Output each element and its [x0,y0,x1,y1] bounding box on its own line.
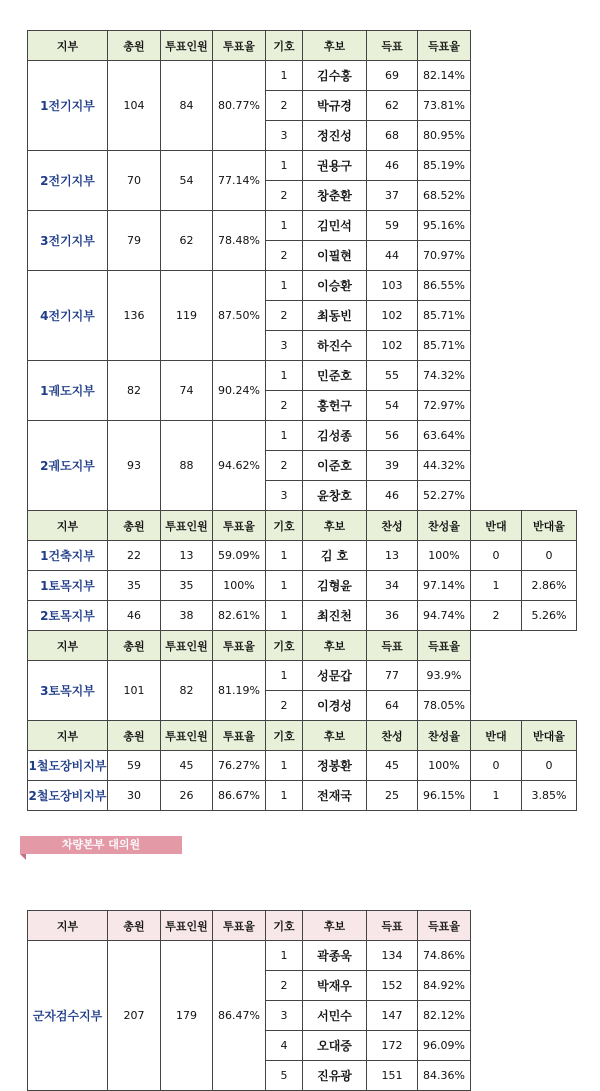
empty-cell [522,61,577,91]
voter-count: 82 [161,661,213,721]
candidate-number: 1 [266,421,303,451]
candidate-number: 3 [266,1001,303,1031]
empty-cell [522,301,577,331]
empty-cell [471,661,522,691]
voter-count: 38 [161,601,213,631]
empty-cell [471,271,522,301]
oppose-rate: 0 [522,541,577,571]
candidate-name: 김형윤 [303,571,367,601]
header-candidate: 후보 [303,721,367,751]
oppose-count: 2 [471,601,522,631]
vote-count: 54 [367,391,418,421]
vote-rate: 68.52% [418,181,471,211]
candidate-number: 1 [266,361,303,391]
candidate-name: 김민석 [303,211,367,241]
voter-count: 54 [161,151,213,211]
empty-cell [522,331,577,361]
vote-count: 172 [367,1031,418,1061]
header-branch: 지부 [28,721,108,751]
turnout-rate: 87.50% [213,271,266,361]
empty-cell [522,451,577,481]
total-members: 136 [108,271,161,361]
empty-cell [522,211,577,241]
voter-count: 35 [161,571,213,601]
header-candidate: 후보 [303,631,367,661]
voter-count: 45 [161,751,213,781]
candidate-name: 곽종욱 [303,941,367,971]
header-approve_rate: 찬성율 [418,721,471,751]
voter-count: 179 [161,941,213,1091]
turnout-rate: 82.61% [213,601,266,631]
branch-name: 1건축지부 [28,541,108,571]
candidate-number: 2 [266,391,303,421]
empty-cell [522,181,577,211]
header-branch: 지부 [28,511,108,541]
turnout-rate: 78.48% [213,211,266,271]
header-num: 기호 [266,631,303,661]
header-turnout: 투표율 [213,631,266,661]
header-row [28,631,577,661]
candidate-number: 2 [266,301,303,331]
empty-cell [471,451,522,481]
table-row [28,211,577,241]
vote-rate: 82.14% [418,61,471,91]
candidate-name: 최동빈 [303,301,367,331]
empty-cell [471,211,522,241]
empty-cell [522,31,577,61]
candidate-number: 2 [266,691,303,721]
candidate-number: 1 [266,541,303,571]
header-turnout: 투표율 [213,721,266,751]
candidate-name: 최진천 [303,601,367,631]
vote-count: 103 [367,271,418,301]
candidate-name: 창춘환 [303,181,367,211]
approve-count: 36 [367,601,418,631]
vote-rate: 84.36% [418,1061,471,1091]
table-row [28,421,577,451]
empty-cell [471,631,522,661]
branch-name: 1궤도지부 [28,361,108,421]
candidate-number: 2 [266,241,303,271]
header-voters: 투표인원 [161,631,213,661]
candidate-number: 1 [266,661,303,691]
empty-cell [471,61,522,91]
candidate-name: 박재우 [303,971,367,1001]
candidate-name: 홍헌구 [303,391,367,421]
table-row [28,781,577,811]
vote-count: 55 [367,361,418,391]
candidate-name: 전재국 [303,781,367,811]
candidate-number: 1 [266,61,303,91]
header-num: 기호 [266,31,303,61]
vote-rate: 85.71% [418,331,471,361]
branch-name: 1철도장비지부 [28,751,108,781]
vote-count: 102 [367,331,418,361]
candidate-name: 하진수 [303,331,367,361]
oppose-rate: 0 [522,751,577,781]
candidate-number: 2 [266,971,303,1001]
candidate-name: 이경성 [303,691,367,721]
vote-rate: 74.86% [418,941,471,971]
candidate-name: 권용구 [303,151,367,181]
branch-name: 4전기지부 [28,271,108,361]
turnout-rate: 90.24% [213,361,266,421]
voter-count: 88 [161,421,213,511]
vote-count: 37 [367,181,418,211]
section-tag-notch [20,854,26,860]
empty-cell [522,121,577,151]
oppose-rate: 3.85% [522,781,577,811]
oppose-rate: 5.26% [522,601,577,631]
branch-name: 군자검수지부 [28,941,108,1091]
branch-name: 1토목지부 [28,571,108,601]
candidate-number: 1 [266,781,303,811]
header-total: 총원 [108,911,161,941]
voter-count: 62 [161,211,213,271]
turnout-rate: 94.62% [213,421,266,511]
turnout-rate: 76.27% [213,751,266,781]
candidate-name: 김수홍 [303,61,367,91]
branch-name: 1전기지부 [28,61,108,151]
candidate-number: 1 [266,151,303,181]
header-candidate: 후보 [303,911,367,941]
vote-rate: 73.81% [418,91,471,121]
vote-count: 56 [367,421,418,451]
header-total: 총원 [108,631,161,661]
candidate-name: 진유광 [303,1061,367,1091]
empty-cell [471,181,522,211]
total-members: 104 [108,61,161,151]
header-voters: 투표인원 [161,31,213,61]
table-row [28,541,577,571]
empty-cell [522,661,577,691]
header-branch: 지부 [28,631,108,661]
vote-rate: 63.64% [418,421,471,451]
vote-rate: 78.05% [418,691,471,721]
vote-rate: 80.95% [418,121,471,151]
total-members: 101 [108,661,161,721]
header-num: 기호 [266,721,303,751]
approve-rate: 97.14% [418,571,471,601]
total-members: 59 [108,751,161,781]
vote-count: 68 [367,121,418,151]
header-approve: 찬성 [367,511,418,541]
empty-cell [471,151,522,181]
candidate-name: 윤창호 [303,481,367,511]
vote-count: 152 [367,971,418,1001]
header-total: 총원 [108,511,161,541]
table-row [28,271,577,301]
header-total: 총원 [108,31,161,61]
header-voters: 투표인원 [161,511,213,541]
vote-count: 102 [367,301,418,331]
branch-name: 2전기지부 [28,151,108,211]
empty-cell [522,91,577,121]
branch-name: 3전기지부 [28,211,108,271]
table-row [28,61,577,91]
turnout-rate: 77.14% [213,151,266,211]
empty-cell [522,631,577,661]
empty-cell [471,241,522,271]
voter-count: 119 [161,271,213,361]
candidate-name: 정봉환 [303,751,367,781]
vote-rate: 85.71% [418,301,471,331]
candidate-name: 성문갑 [303,661,367,691]
header-approve: 찬성 [367,721,418,751]
header-oppose_rate: 반대율 [522,721,577,751]
approve-rate: 100% [418,751,471,781]
candidate-number: 4 [266,1031,303,1061]
empty-cell [471,391,522,421]
empty-cell [471,301,522,331]
oppose-count: 0 [471,751,522,781]
header-oppose: 반대 [471,721,522,751]
candidate-name: 김성종 [303,421,367,451]
empty-cell [471,31,522,61]
vote-count: 69 [367,61,418,91]
header-row [28,31,577,61]
header-oppose_rate: 반대율 [522,511,577,541]
branch-name: 2궤도지부 [28,421,108,511]
vote-count: 151 [367,1061,418,1091]
candidate-number: 3 [266,121,303,151]
branch-name: 2철도장비지부 [28,781,108,811]
candidate-number: 2 [266,91,303,121]
empty-cell [522,151,577,181]
approve-count: 34 [367,571,418,601]
table-row [28,941,471,971]
header-row [28,511,577,541]
total-members: 207 [108,941,161,1091]
empty-cell [522,481,577,511]
table-row [28,361,577,391]
vote-rate: 70.97% [418,241,471,271]
header-num: 기호 [266,911,303,941]
turnout-rate: 81.19% [213,661,266,721]
candidate-name: 민준호 [303,361,367,391]
candidate-number: 3 [266,481,303,511]
empty-cell [471,421,522,451]
header-vote_rate: 득표율 [418,631,471,661]
oppose-count: 1 [471,781,522,811]
total-members: 82 [108,361,161,421]
empty-cell [471,361,522,391]
vote-count: 46 [367,481,418,511]
header-votes: 득표 [367,31,418,61]
vote-rate: 95.16% [418,211,471,241]
total-members: 93 [108,421,161,511]
empty-cell [471,121,522,151]
vote-rate: 93.9% [418,661,471,691]
header-candidate: 후보 [303,31,367,61]
total-members: 79 [108,211,161,271]
oppose-rate: 2.86% [522,571,577,601]
empty-cell [471,91,522,121]
header-votes: 득표 [367,631,418,661]
approve-rate: 94.74% [418,601,471,631]
voter-count: 84 [161,61,213,151]
header-branch: 지부 [28,31,108,61]
vehicle-results-table [27,910,471,1091]
vote-count: 59 [367,211,418,241]
vote-rate: 72.97% [418,391,471,421]
vote-count: 62 [367,91,418,121]
header-turnout: 투표율 [213,511,266,541]
candidate-number: 1 [266,211,303,241]
voter-count: 13 [161,541,213,571]
candidate-number: 3 [266,331,303,361]
candidate-name: 김 호 [303,541,367,571]
turnout-rate: 100% [213,571,266,601]
section-tag-vehicle: 차량본부 대의원 [20,836,182,854]
approve-rate: 100% [418,541,471,571]
branch-name: 3토목지부 [28,661,108,721]
header-turnout: 투표율 [213,911,266,941]
approve-count: 45 [367,751,418,781]
vote-rate: 86.55% [418,271,471,301]
vote-count: 147 [367,1001,418,1031]
header-num: 기호 [266,511,303,541]
approve-count: 13 [367,541,418,571]
candidate-number: 2 [266,181,303,211]
total-members: 46 [108,601,161,631]
table-row [28,601,577,631]
turnout-rate: 86.67% [213,781,266,811]
table-row [28,751,577,781]
vote-rate: 52.27% [418,481,471,511]
header-vote_rate: 득표율 [418,911,471,941]
candidate-number: 1 [266,601,303,631]
vote-rate: 85.19% [418,151,471,181]
header-turnout: 투표율 [213,31,266,61]
vote-count: 46 [367,151,418,181]
vote-rate: 74.32% [418,361,471,391]
table-row [28,151,577,181]
voter-count: 74 [161,361,213,421]
vote-count: 134 [367,941,418,971]
vote-count: 77 [367,661,418,691]
total-members: 35 [108,571,161,601]
oppose-count: 0 [471,541,522,571]
turnout-rate: 86.47% [213,941,266,1091]
vote-rate: 44.32% [418,451,471,481]
branch-name: 2토목지부 [28,601,108,631]
empty-cell [522,271,577,301]
vote-rate: 84.92% [418,971,471,1001]
table-row [28,661,577,691]
header-votes: 득표 [367,911,418,941]
vote-count: 64 [367,691,418,721]
oppose-count: 1 [471,571,522,601]
header-vote_rate: 득표율 [418,31,471,61]
header-voters: 투표인원 [161,911,213,941]
header-row [28,911,471,941]
approve-count: 25 [367,781,418,811]
candidate-name: 정진성 [303,121,367,151]
candidate-number: 1 [266,271,303,301]
candidate-name: 오대중 [303,1031,367,1061]
candidate-name: 이승환 [303,271,367,301]
header-candidate: 후보 [303,511,367,541]
empty-cell [522,391,577,421]
header-row [28,721,577,751]
header-oppose: 반대 [471,511,522,541]
total-members: 30 [108,781,161,811]
empty-cell [471,331,522,361]
candidate-name: 박규경 [303,91,367,121]
candidate-number: 1 [266,751,303,781]
header-branch: 지부 [28,911,108,941]
empty-cell [471,481,522,511]
vote-count: 39 [367,451,418,481]
empty-cell [522,361,577,391]
total-members: 70 [108,151,161,211]
header-voters: 투표인원 [161,721,213,751]
election-results-table [27,30,577,811]
header-approve_rate: 찬성율 [418,511,471,541]
header-total: 총원 [108,721,161,751]
candidate-number: 1 [266,941,303,971]
empty-cell [522,421,577,451]
vote-count: 44 [367,241,418,271]
candidate-number: 5 [266,1061,303,1091]
empty-cell [522,691,577,721]
empty-cell [471,691,522,721]
candidate-number: 2 [266,451,303,481]
turnout-rate: 59.09% [213,541,266,571]
approve-rate: 96.15% [418,781,471,811]
table-row [28,571,577,601]
candidate-number: 1 [266,571,303,601]
vote-rate: 96.09% [418,1031,471,1061]
turnout-rate: 80.77% [213,61,266,151]
total-members: 22 [108,541,161,571]
candidate-name: 이필현 [303,241,367,271]
candidate-name: 이준호 [303,451,367,481]
voter-count: 26 [161,781,213,811]
candidate-name: 서민수 [303,1001,367,1031]
empty-cell [522,241,577,271]
vote-rate: 82.12% [418,1001,471,1031]
